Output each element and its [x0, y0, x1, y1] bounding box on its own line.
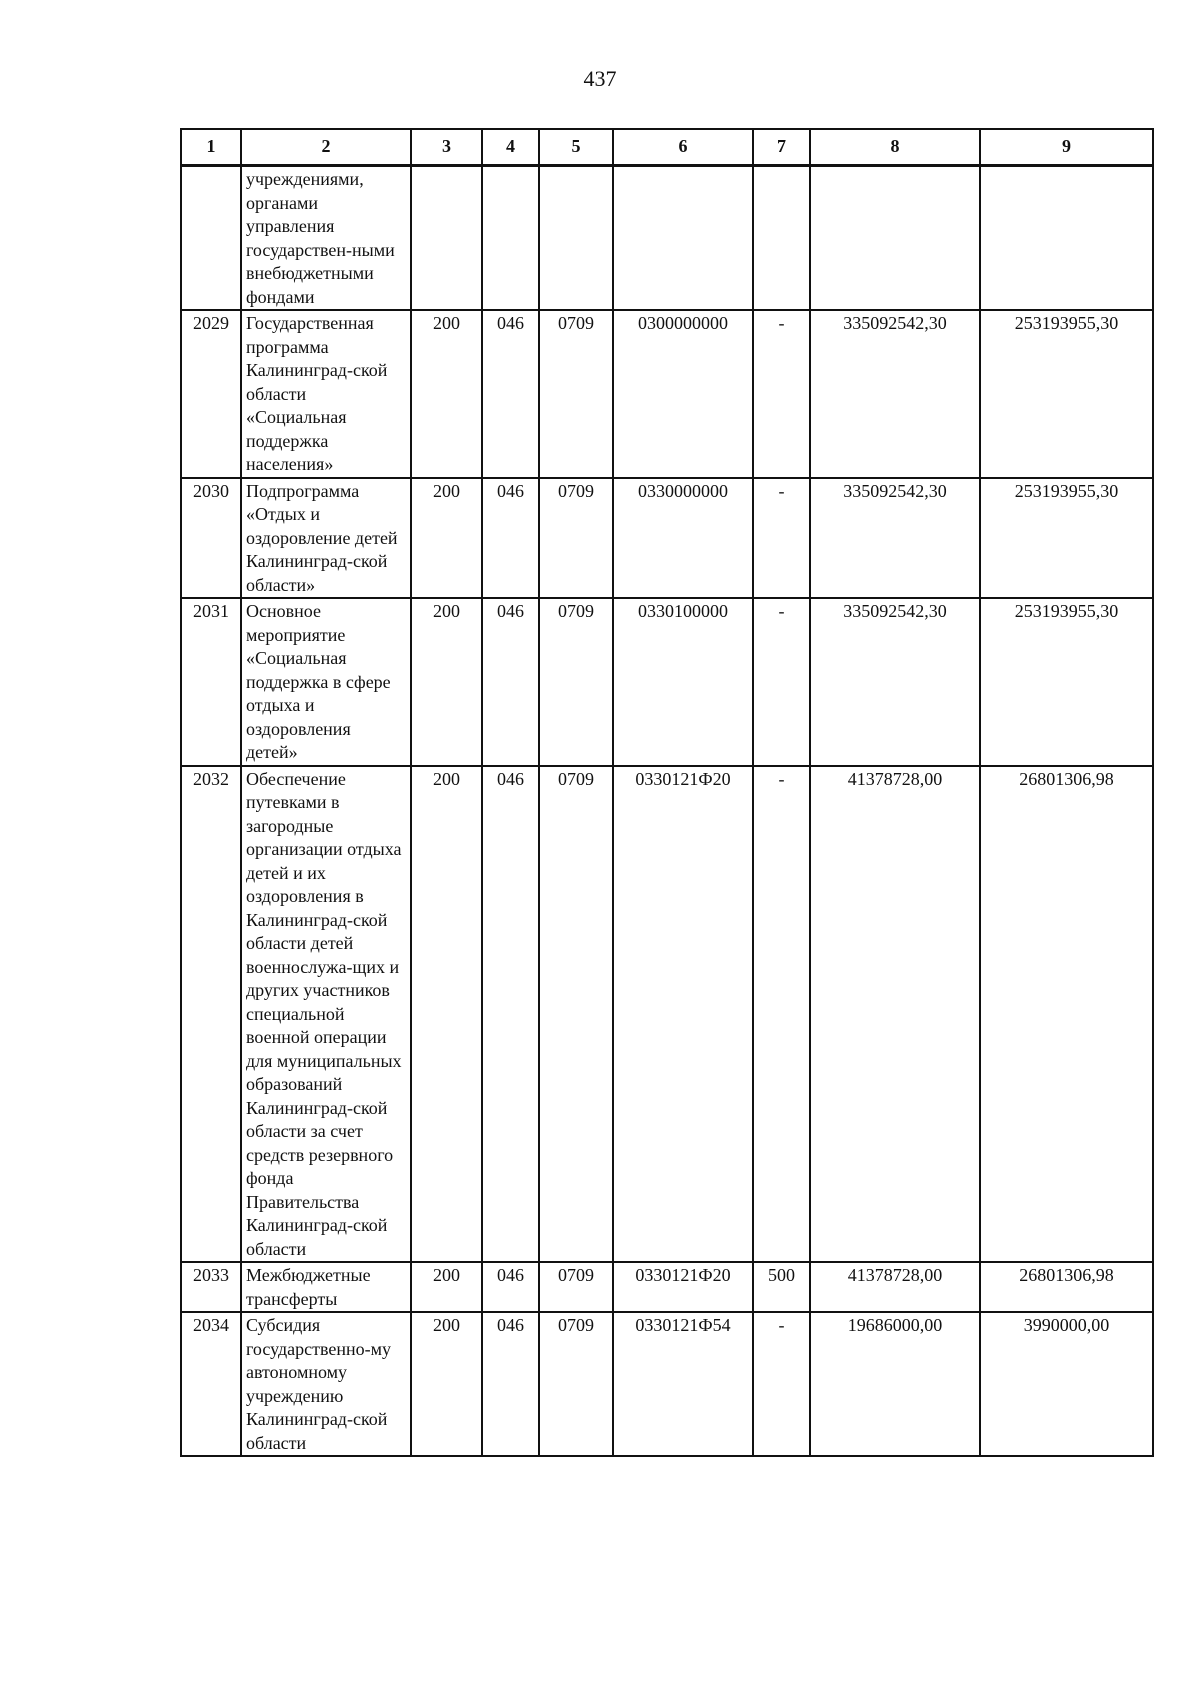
cell-col6: 0330121Ф20: [613, 1262, 753, 1312]
cell-col7: -: [753, 766, 810, 1263]
col-header-4: 4: [482, 129, 539, 166]
cell-col9: 253193955,30: [980, 478, 1153, 599]
table-row: [181, 166, 1153, 311]
cell-col7: -: [753, 310, 810, 478]
cell-col3: 200: [411, 1312, 482, 1456]
cell-col3: 200: [411, 598, 482, 766]
cell-col4: 046: [482, 310, 539, 478]
cell-col5: 0709: [539, 1262, 613, 1312]
cell-col9: 26801306,98: [980, 1262, 1153, 1312]
header-row: [181, 129, 1153, 166]
cell-col4: 046: [482, 766, 539, 1263]
cell-col7: -: [753, 598, 810, 766]
cell-col6: [613, 166, 753, 311]
cell-col4: 046: [482, 1262, 539, 1312]
row-number: 2030: [181, 478, 241, 599]
row-description: Межбюджетные трансферты: [241, 1262, 411, 1312]
cell-col8: 335092542,30: [810, 310, 980, 478]
cell-col3: 200: [411, 766, 482, 1263]
cell-col9: [980, 166, 1153, 311]
cell-col3: [411, 166, 482, 311]
row-number: 2034: [181, 1312, 241, 1456]
cell-col5: 0709: [539, 478, 613, 599]
col-header-6: 6: [613, 129, 753, 166]
cell-col7: [753, 166, 810, 311]
row-number: 2033: [181, 1262, 241, 1312]
row-number: 2032: [181, 766, 241, 1263]
col-header-7: 7: [753, 129, 810, 166]
row-description: Государственная программа Калининград-ской области «Социальная поддержка населения»: [241, 310, 411, 478]
cell-col8: 335092542,30: [810, 598, 980, 766]
cell-col8: [810, 166, 980, 311]
cell-col3: 200: [411, 1262, 482, 1312]
cell-col7: -: [753, 1312, 810, 1456]
row-number: 2029: [181, 310, 241, 478]
row-description: Обеспечение путевками в загородные организации отдыха детей и их оздоровления в Калининград-ской области детей военнослужа-щих и других участников специальной военной операции для муниципальных образований Калининград-ской области за счет средств резервного фонда Правительства Калининград-ской области: [241, 766, 411, 1263]
cell-col9: 253193955,30: [980, 310, 1153, 478]
cell-col7: -: [753, 478, 810, 599]
cell-col3: 200: [411, 478, 482, 599]
col-header-1: 1: [181, 129, 241, 166]
cell-col6: 0330121Ф54: [613, 1312, 753, 1456]
cell-col5: 0709: [539, 766, 613, 1263]
cell-col6: 0330100000: [613, 598, 753, 766]
cell-col6: 0330121Ф20: [613, 766, 753, 1263]
table-row: [181, 598, 1153, 766]
budget-table: [180, 128, 1154, 1457]
cell-col6: 0330000000: [613, 478, 753, 599]
row-description: [241, 166, 411, 311]
row-description: Подпрограмма «Отдых и оздоровление детей Калининград-ской области»: [241, 478, 411, 599]
cell-col8: 335092542,30: [810, 478, 980, 599]
table-row: [181, 1262, 1153, 1312]
table-row: [181, 1312, 1153, 1456]
col-header-9: 9: [980, 129, 1153, 166]
col-header-3: 3: [411, 129, 482, 166]
cell-col9: 253193955,30: [980, 598, 1153, 766]
cell-col5: [539, 166, 613, 311]
row-description-text: учреждениями, органами управления государствен-ными внебюджетными фондами: [246, 169, 395, 307]
table-row: [181, 310, 1153, 478]
col-header-8: 8: [810, 129, 980, 166]
cell-col6: 0300000000: [613, 310, 753, 478]
cell-col7: 500: [753, 1262, 810, 1312]
table-row: [181, 766, 1153, 1263]
cell-col3: 200: [411, 310, 482, 478]
cell-col4: 046: [482, 1312, 539, 1456]
cell-col8: 41378728,00: [810, 766, 980, 1263]
cell-col4: 046: [482, 598, 539, 766]
col-header-5: 5: [539, 129, 613, 166]
cell-col8: 19686000,00: [810, 1312, 980, 1456]
cell-col9: 3990000,00: [980, 1312, 1153, 1456]
row-description: Субсидия государственно-му автономному учреждению Калининград-ской области: [241, 1312, 411, 1456]
cell-col5: 0709: [539, 310, 613, 478]
table-row: [181, 478, 1153, 599]
cell-col4: [482, 166, 539, 311]
row-number: 2031: [181, 598, 241, 766]
col-header-2: 2: [241, 129, 411, 166]
cell-col5: 0709: [539, 1312, 613, 1456]
cell-col4: 046: [482, 478, 539, 599]
cell-col5: 0709: [539, 598, 613, 766]
page-number: 437: [583, 66, 617, 91]
cell-col9: 26801306,98: [980, 766, 1153, 1263]
cell-col8: 41378728,00: [810, 1262, 980, 1312]
row-number: [181, 166, 241, 311]
row-description: Основное мероприятие «Социальная поддержка в сфере отдыха и оздоровления детей»: [241, 598, 411, 766]
